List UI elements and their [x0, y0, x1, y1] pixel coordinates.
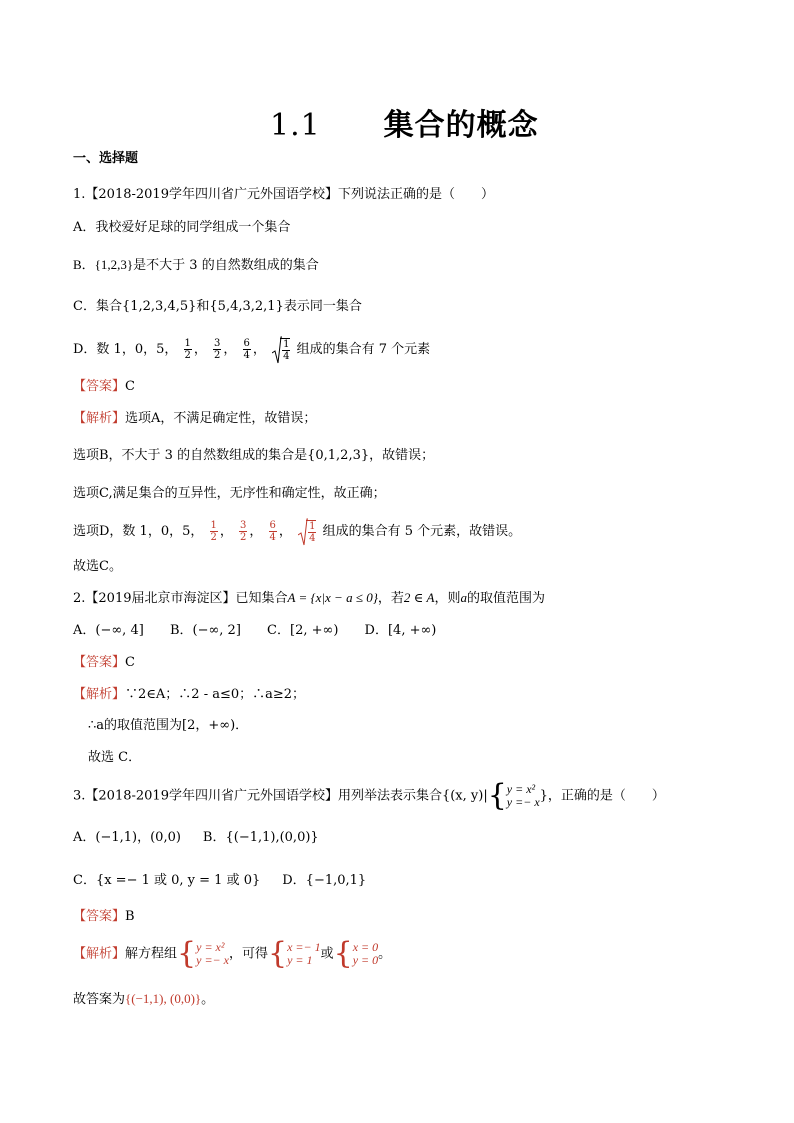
q3-analysis-pre: 解方程组: [125, 946, 178, 962]
q1-option-c: [73, 298, 362, 316]
q2-stem-cond: 2 ∈ A: [403, 590, 435, 605]
q1-analysis-d-pre: 选项D，数 1，0，5，: [73, 524, 204, 539]
q2-stem-pre: 2.【2019届北京市海淀区】已知集合: [73, 591, 288, 606]
q1-answer-value: C: [125, 379, 135, 394]
q3-analysis-or: 或: [320, 946, 334, 962]
q3-answer: [73, 908, 135, 926]
q1-analysis-line-a: 选项A，不满足确定性，故错误；: [125, 411, 317, 426]
q1-analysis-c: 选项C,满足集合的互异性，无序性和确定性，故正确；: [73, 486, 386, 501]
q2-option-d: D．[4, +∞): [364, 623, 437, 638]
q3-stem-system: { y = x² y =− x: [487, 778, 540, 813]
q3-option-a: A．(−1,1)，(0,0): [73, 830, 181, 845]
q1-c-post: 表示同一集合: [283, 299, 362, 314]
title-number: 1.1: [270, 108, 321, 143]
q3-stem-pre: 3.【2018-2019学年四川省广元外国语学校】用列举法表示集合{(x, y)|: [73, 788, 488, 804]
q1-c-set1: {1,2,3,4,5}: [121, 299, 197, 314]
q1-c-mid: 和: [196, 299, 210, 314]
q1-c-pre: C．集合: [73, 299, 122, 314]
q2-option-c: C．[2, +∞): [267, 623, 339, 638]
q3-option-c: C．{x =− 1 或 0, y = 1 或 0}: [73, 873, 261, 888]
q2-analysis-line1: ∵2∈A；∴2 - a≤0；∴a≥2；: [125, 687, 306, 702]
q1-analysis-a: [73, 410, 316, 428]
q1-stem: 1.【2018-2019学年四川省广元外国语学校】下列说法正确的是（ ）: [73, 187, 494, 202]
q1-d-frac-1: $\frac{1}{2}$: [184, 338, 191, 361]
q1-d-frac-2: $\frac{3}{2}$: [214, 338, 221, 361]
q2-answer-value: C: [125, 655, 135, 670]
q3-analysis-label: 【解析】: [73, 946, 126, 962]
q3-analysis-mid: ，可得: [228, 946, 268, 962]
q2-stem: [73, 589, 545, 608]
q3-stem: [73, 778, 665, 813]
q2-stem-set: A = {x|x − a ≤ 0}: [287, 590, 378, 605]
q2-analysis-line2: ∴a的取值范围为[2，+∞)．: [88, 718, 249, 733]
q3-analysis-sys3: { x = 0 y = 0: [333, 936, 379, 971]
q3-conclusion-end: 。: [201, 992, 215, 1007]
q2-answer: [73, 654, 135, 672]
q1-analysis-b: 选项B，不大于 3 的自然数组成的集合是{0,1,2,3}，故错误；: [73, 448, 435, 463]
q2-option-a: A．(−∞, 4]: [73, 623, 144, 638]
q3-stem-post: }，正确的是（ ）: [539, 788, 665, 804]
q1-analysis-d-post: 组成的集合有 5 个元素，故错误。: [322, 524, 522, 539]
q1-conclusion: 故选C。: [73, 559, 122, 574]
title-text: 集合的概念: [383, 108, 539, 143]
q3-answer-label: 【答案】: [73, 909, 126, 924]
q2-stem-var: a: [460, 590, 468, 605]
q2-stem-end: 的取值范围为: [467, 591, 546, 606]
q3-analysis-sys1: { y = x² y =− x: [177, 936, 229, 971]
q1-b-set: B．{1,2,3}: [73, 257, 134, 272]
q1-an-frac-1: $\frac{1}{2}$: [210, 520, 217, 543]
q3-options-ab: [73, 829, 319, 847]
q3-analysis-sys2: { x =− 1 y = 1: [268, 936, 321, 971]
q1-d-frac-3: $\frac{6}{4}$: [243, 338, 250, 361]
q1-an-frac-2: $\frac{3}{2}$: [240, 520, 247, 543]
q1-option-a: A．我校爱好足球的同学组成一个集合: [73, 220, 291, 235]
q1-c-set2: {5,4,3,2,1}: [209, 299, 284, 314]
q3-option-d: D．{−1,0,1}: [282, 873, 367, 888]
q1-an-sqrt: $\frac{1}{4}$: [298, 518, 316, 546]
q1-option-d: D．数 1，0，5， $\frac{1}{2}$ ， $\frac{3}{2}$ ， $\frac{6}{4}$ ， $\frac{1}{4}$ 组成的集合有 7 个元素: [73, 335, 430, 365]
q1-d-post: 组成的集合有 7 个元素: [296, 342, 431, 357]
q1-b-text: 是不大于 3 的自然数组成的集合: [133, 258, 319, 273]
q2-analysis-line3: 故选 C．: [88, 750, 142, 765]
q2-analysis: [73, 686, 305, 704]
q2-stem-mid: ，若: [377, 591, 404, 606]
q1-d-sqrt: $\frac{1}{4}$: [272, 336, 290, 364]
q3-conclusion-value: {(−1,1), (0,0)}: [125, 991, 202, 1006]
section-heading: 一、选择题: [73, 151, 139, 166]
q1-d-pre: D．数 1，0，5，: [73, 342, 178, 357]
q3-analysis-end: 。: [378, 946, 392, 962]
q2-analysis-label: 【解析】: [73, 687, 126, 702]
q1-answer: [73, 378, 135, 396]
q2-stem-post: ，则: [434, 591, 461, 606]
q1-analysis-d: 选项D，数 1，0，5， $\frac{1}{2}$ ， $\frac{3}{2}$ ， $\frac{6}{4}$ ， $\frac{1}{4}$ 组成的集合有 5 个元素，故错误。: [73, 517, 521, 547]
q1-an-frac-3: $\frac{6}{4}$: [269, 520, 276, 543]
page-title: [270, 100, 539, 144]
q2-answer-label: 【答案】: [73, 655, 126, 670]
q3-options-cd: [73, 872, 366, 890]
q1-answer-label: 【答案】: [73, 379, 126, 394]
q3-conclusion: [73, 990, 214, 1009]
q3-answer-value: B: [125, 909, 135, 924]
q1-option-b: [73, 256, 319, 275]
q2-options: [73, 622, 436, 640]
q2-option-b: B．(−∞, 2]: [169, 623, 241, 638]
q1-analysis-label: 【解析】: [73, 411, 126, 426]
q3-conclusion-pre: 故答案为: [73, 992, 126, 1007]
q3-analysis: [73, 936, 392, 971]
q3-option-b: B．{(−1,1),(0,0)}: [202, 830, 319, 845]
